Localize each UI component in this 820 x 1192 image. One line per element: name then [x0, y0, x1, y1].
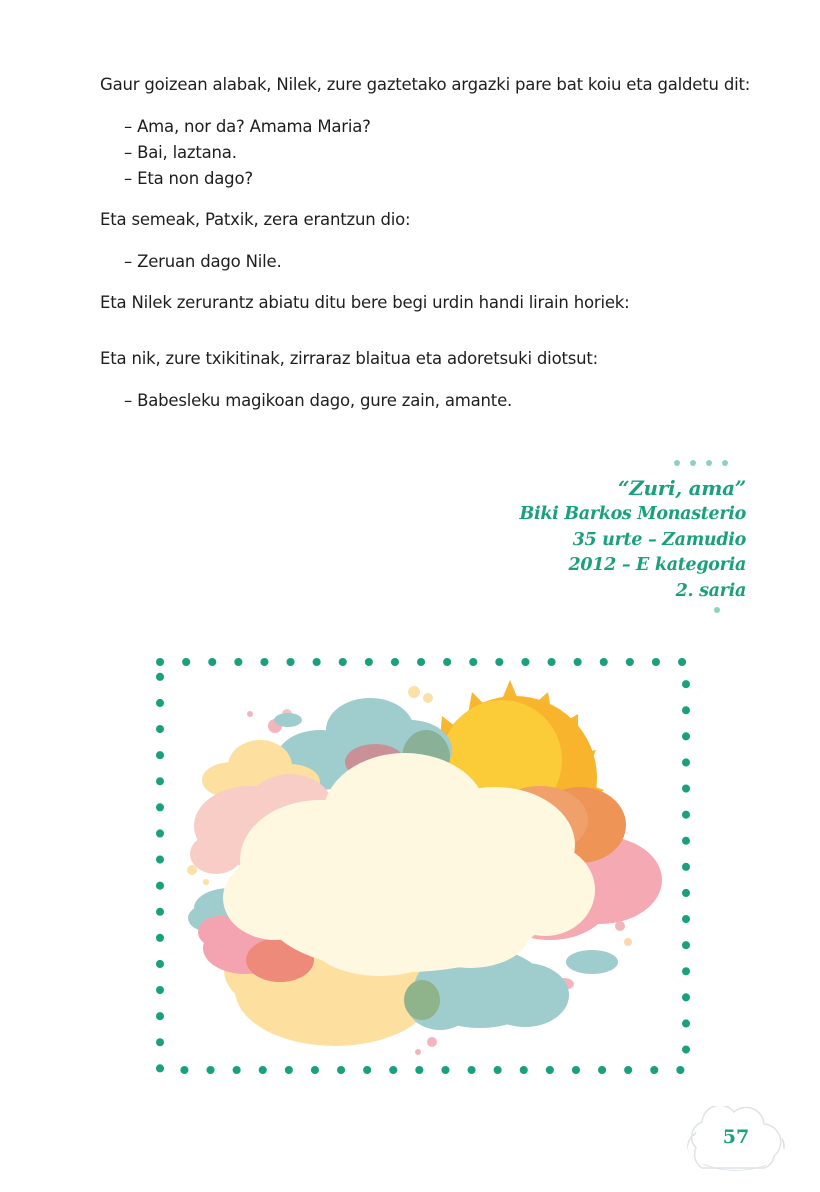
story-title: “Zuri, ama”	[618, 476, 746, 500]
dialogue-line: – Bai, laztana.	[124, 143, 237, 162]
dialogue-line: – Babesleku magikoan dago, gure zain, amante.	[124, 391, 513, 410]
dialogue-line: – Ama, nor da? Amama Maria?	[124, 117, 371, 136]
dialogue-line: – Zeruan dago Nile.	[124, 252, 282, 271]
clouds-sun-illustration	[150, 650, 700, 1090]
author-credit	[519, 474, 746, 604]
narration-paragraph: Eta semeak, Patxik, zera erantzun dio:	[100, 210, 411, 229]
decorative-dots	[674, 460, 728, 466]
author-name: Biki Barkos Monasterio	[519, 504, 746, 524]
page-number: 57	[722, 1126, 750, 1148]
prize-label: 2. saria	[675, 580, 746, 601]
narration-paragraph: Eta nik, zure txikitinak, zirraraz blaitua eta adoretsuki diotsut:	[100, 349, 599, 368]
author-age-place: 35 urte – Zamudio	[572, 529, 746, 550]
intro-paragraph: Gaur goizean alabak, Nilek, zure gaztetako argazki pare bat koiu eta galdetu dit:	[100, 75, 751, 94]
narration-paragraph: Eta Nilek zerurantz abiatu ditu bere begi urdin handi lirain horiek:	[100, 293, 630, 312]
dialogue-line: – Eta non dago?	[124, 169, 253, 188]
year-category: 2012 – E kategoria	[568, 555, 746, 575]
decorative-dot	[714, 607, 720, 613]
